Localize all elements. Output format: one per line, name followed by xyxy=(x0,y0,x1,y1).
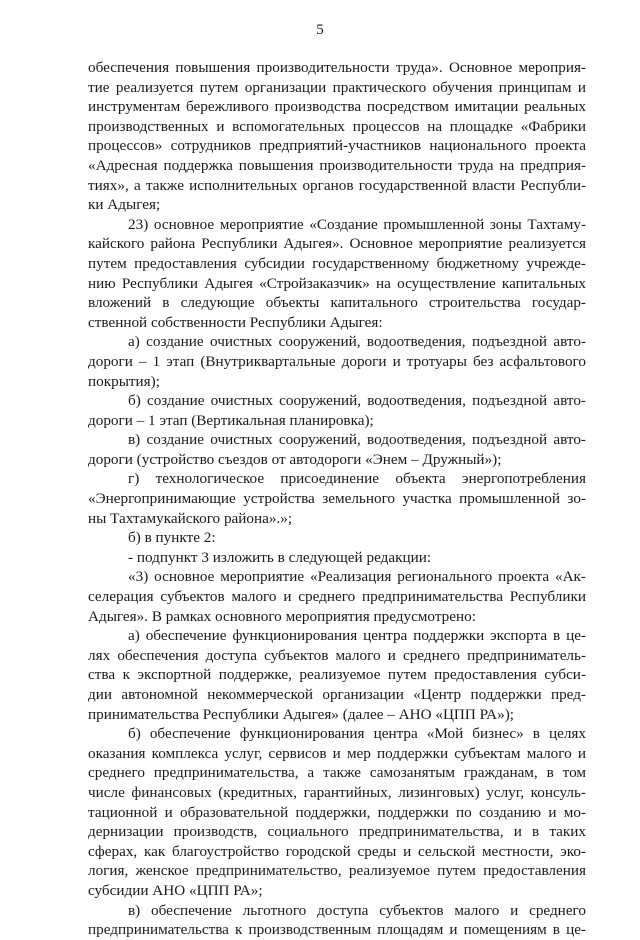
text-line: ки Адыгея; xyxy=(88,196,161,214)
document-body xyxy=(88,58,586,940)
text-line: инструментам бережливого производства посредством имитации реальных xyxy=(88,98,586,116)
text-line: сферах, как благоустройство городской среды и сельской местности, эко- xyxy=(88,842,586,860)
text-line: «Адресная поддержка повышения производительности труда на предприя- xyxy=(88,156,586,174)
text-line: - подпункт 3 изложить в следующей редакции: xyxy=(128,548,432,566)
text-line: принимательства Республики Адыгея» (далее – АНО «ЦПП РА»); xyxy=(88,705,515,723)
text-line: б) создание очистных сооружений, водоотведения, подъездной авто- xyxy=(128,392,586,410)
text-line: Адыгея». В рамках основного мероприятия предусмотрено: xyxy=(88,607,476,625)
text-line: «3) основное мероприятие «Реализация регионального проекта «Ак- xyxy=(128,568,586,586)
text-line: путем предоставления субсидии государственному бюджетному учрежде- xyxy=(88,254,586,272)
text-line: процессов» сотрудников предприятий-участников национального проекта xyxy=(88,137,586,155)
text-line: покрытия); xyxy=(88,372,160,390)
text-line: производственных и вспомогательных процессов на площадке «Фабрики xyxy=(88,117,586,135)
text-line: оказания комплекса услуг, сервисов и мер поддержки субъектам малого и xyxy=(88,744,586,762)
text-line: ственной собственности Республики Адыгея: xyxy=(88,313,383,331)
text-line: дороги – 1 этап (Внутриквартальные дороги и тротуары без асфальтового xyxy=(88,352,586,370)
text-line: дороги (устройство съездов от автодороги «Энем – Дружный»); xyxy=(88,450,502,468)
text-line: б) в пункте 2: xyxy=(128,529,216,547)
text-line: тиях», а также исполнительных органов государственной власти Республи- xyxy=(88,176,586,194)
text-line: тие реализуется путем организации практического обучения принципам и xyxy=(88,78,586,96)
text-line: кайского района Республики Адыгея». Основное мероприятие реализуется xyxy=(88,235,586,253)
page-number: 5 xyxy=(316,22,324,38)
text-line: числе финансовых (кредитных, гарантийных, лизинговых) услуг, консуль- xyxy=(88,783,586,801)
text-line: предпринимательства к производственным площадям и помещениям в це- xyxy=(88,921,586,939)
text-line: субсидии АНО «ЦПП РА»; xyxy=(88,881,263,899)
text-line: 23) основное мероприятие «Создание промышленной зоны Тахтаму- xyxy=(128,215,586,233)
text-line: логия, женское предпринимательство, реализуемое путем предоставления xyxy=(88,862,586,880)
text-line: а) обеспечение функционирования центра поддержки экспорта в це- xyxy=(128,627,586,645)
text-line: селерация субъектов малого и среднего предпринимательства Республики xyxy=(88,588,586,606)
text-line: обеспечения повышения производительности труда». Основное мероприя- xyxy=(88,59,586,76)
text-line: среднего предпринимательства, а также самозанятым гражданам, в том xyxy=(88,764,586,782)
text-line: ства к экспортной поддержке, реализуемое путем предоставления субси- xyxy=(88,666,586,684)
text-line: тационной и образовательной поддержки, поддержки по созданию и мо- xyxy=(88,803,586,821)
text-line: а) создание очистных сооружений, водоотведения, подъездной авто- xyxy=(128,333,586,351)
text-line: б) обеспечение функционирования центра «Мой бизнес» в целях xyxy=(128,725,586,743)
text-line: «Энергопринимающие устройства земельного участка промышленной зо- xyxy=(88,490,586,508)
text-line: дернизации производств, социального предпринимательства, и в таких xyxy=(88,823,586,841)
text-line: в) создание очистных сооружений, водоотведения, подъездной авто- xyxy=(128,431,586,449)
text-line: нию Республики Адыгея «Стройзаказчик» на осуществление капитальных xyxy=(88,274,586,292)
text-line: дии автономной некоммерческой организации «Центр поддержки пред- xyxy=(88,686,586,703)
text-line: ны Тахтамукайского района».»; xyxy=(88,509,293,527)
text-line: лях обеспечения доступа субъектов малого и среднего предприниматель- xyxy=(88,646,586,664)
text-line: вложений в следующие объекты капитального строительства государ- xyxy=(88,294,586,312)
text-line: в) обеспечение льготного доступа субъектов малого и среднего xyxy=(128,901,586,919)
text-line: г) технологическое присоединение объекта энергопотребления xyxy=(128,470,586,488)
text-line: дороги – 1 этап (Вертикальная планировка); xyxy=(88,411,374,429)
